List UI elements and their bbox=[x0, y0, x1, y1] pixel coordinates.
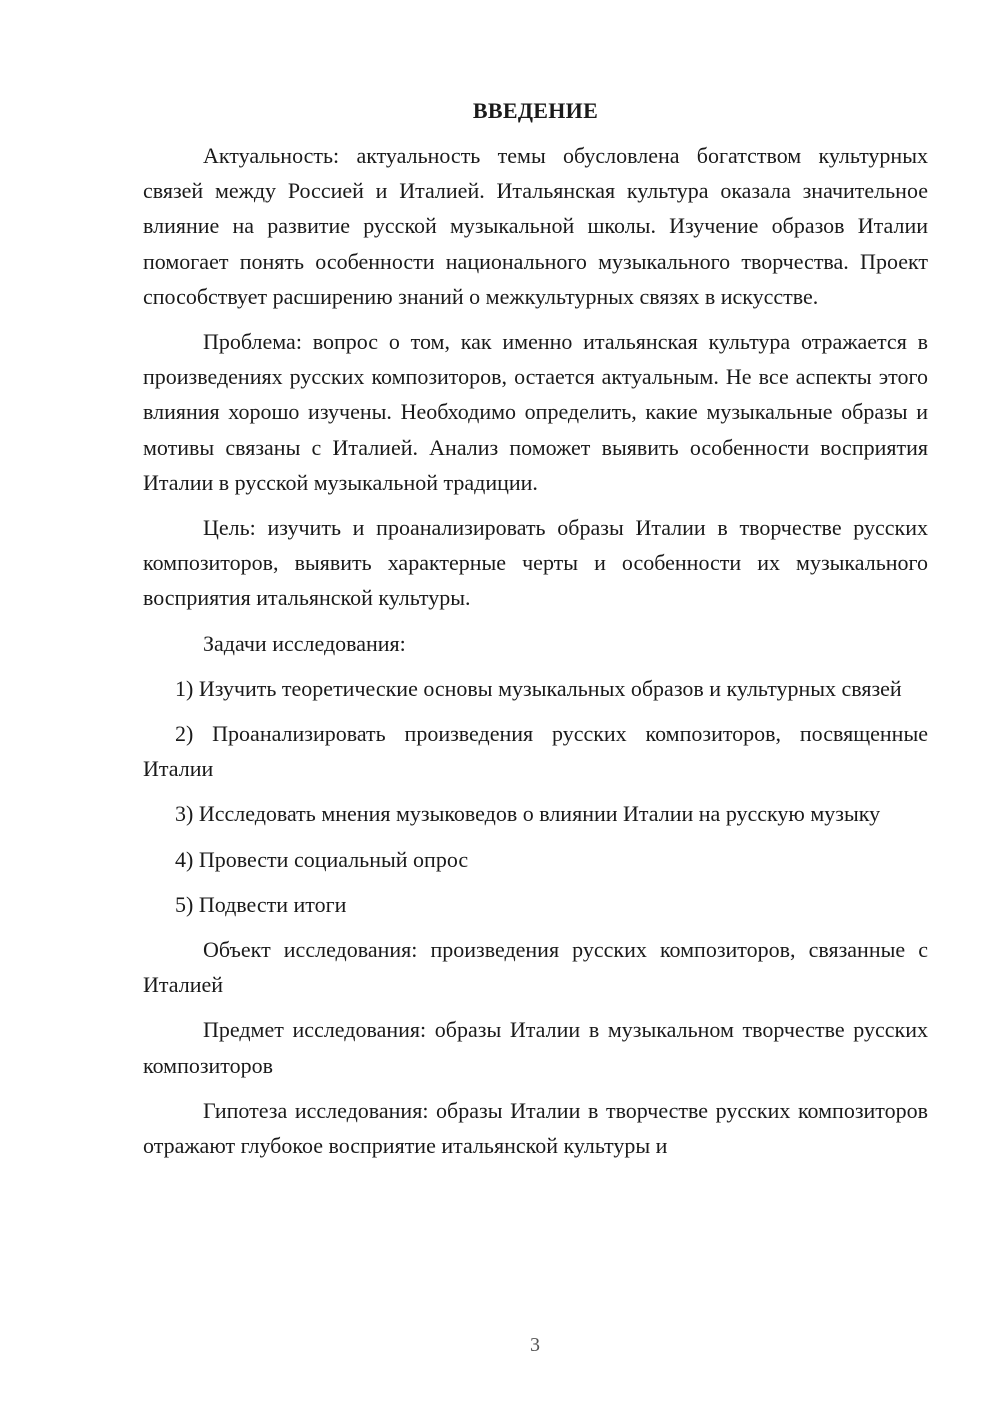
task-item-1: 1) Изучить теоретические основы музыкальных образов и культурных связей bbox=[175, 675, 902, 701]
page-number: 3 bbox=[530, 1334, 540, 1356]
task-item-2: 2) Проанализировать произведения русских композиторов, посвященные Италии bbox=[143, 721, 928, 782]
paragraph-object: Объект исследования: произведения русских композиторов, связанные с Италией bbox=[143, 937, 928, 998]
task-item-5: 5) Подвести итоги bbox=[175, 891, 347, 917]
paragraph-problem: Проблема: вопрос о том, как именно итальянская культура отражается в произведениях русских композиторов, остается актуальным. Не все аспекты этого влияния хорошо изучены. Необходимо определить, какие музыкальные образы и мотивы связаны с Италией. Анализ поможет выявить особенности восприятия Италии в русской музыкальной традиции. bbox=[143, 329, 928, 495]
paragraph-goal: Цель: изучить и проанализировать образы Италии в творчестве русских композиторов, выявить характерные черты и особенности их музыкального восприятия итальянской культуры. bbox=[143, 515, 928, 611]
paragraph-tasks-heading: Задачи исследования: bbox=[203, 630, 406, 656]
page-title: ВВЕДЕНИЕ bbox=[472, 98, 599, 123]
task-item-4: 4) Провести социальный опрос bbox=[175, 846, 469, 872]
paragraph-relevance: Актуальность: актуальность темы обусловлена богатством культурных связей между Россией и Италией. Итальянская культура оказала значительное влияние на развитие русской музыкальной школы. Изучение образов Италии помогает понять особенности национального музыкального творчества. Проект способствует расширению знаний о межкультурных связях в искусстве. bbox=[143, 143, 928, 309]
task-item-3: 3) Исследовать мнения музыковедов о влиянии Италии на русскую музыку bbox=[175, 801, 881, 827]
paragraph-subject: Предмет исследования: образы Италии в музыкальном творчестве русских композиторов bbox=[143, 1017, 928, 1078]
paragraph-hypothesis: Гипотеза исследования: образы Италии в творчестве русских композиторов отражают глубокое восприятие итальянской культуры и bbox=[143, 1097, 928, 1159]
document-page bbox=[143, 95, 928, 1173]
